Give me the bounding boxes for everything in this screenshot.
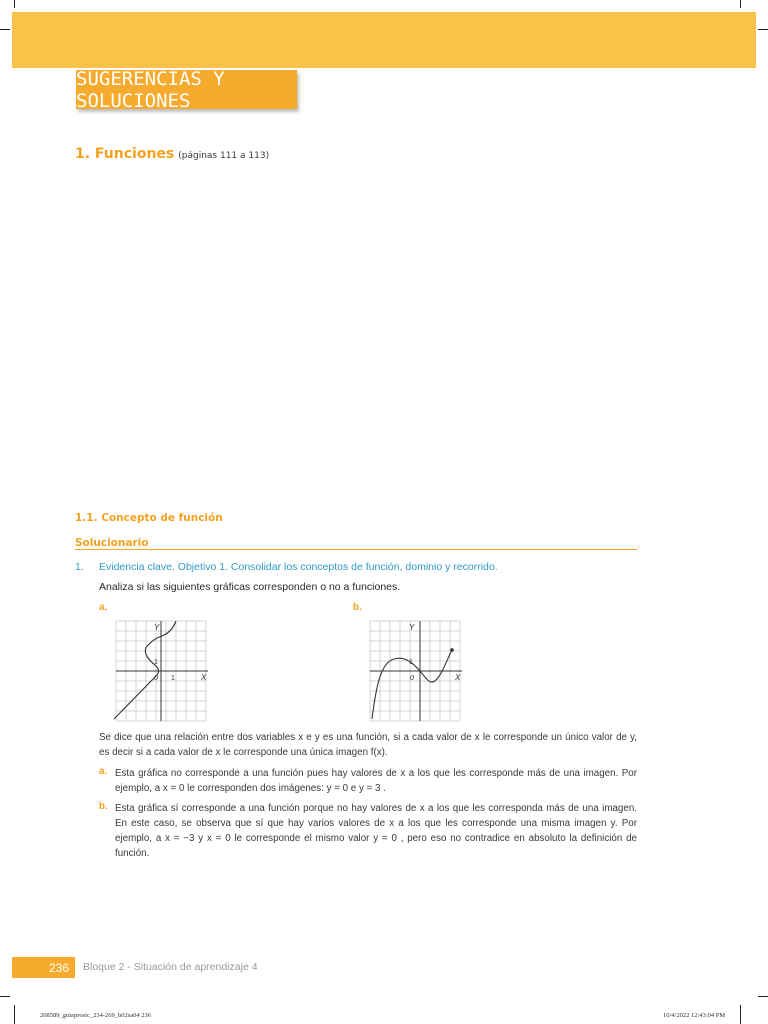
banner-title: SUGERENCIAS Y SOLUCIONES <box>76 67 225 112</box>
crop-mark <box>0 996 10 997</box>
item-a-text: Esta gráfica no corresponde a una función pues hay valores de x a los que les corresponde más de una imagen. Por ejemplo, a x = 0 le corresponden dos imágenes: y = 0 e y = 3 . <box>115 768 637 794</box>
subsection-title: 1.1. Concepto de función <box>75 512 223 524</box>
graph-b <box>366 618 466 722</box>
graph-a-origin-label: 0 <box>154 675 158 682</box>
graph-a-y-label: Y <box>154 623 160 632</box>
exercise-number: 1. <box>75 561 84 573</box>
graph-b-label: b. <box>353 602 362 613</box>
print-slug-right: 10/4/2022 12:43:04 PM <box>663 1012 726 1019</box>
graph-a-y-tick: 1 <box>154 659 158 666</box>
item-a-letter: a. <box>99 766 108 777</box>
crop-mark <box>758 29 768 30</box>
crop-mark <box>14 0 15 8</box>
heading-rule <box>75 549 637 550</box>
title-banner <box>76 67 297 112</box>
section-title <box>75 146 269 162</box>
item-b-text: Esta gráfica sí corresponde a una función porque no hay valores de x a los que les corresponda más de una imagen. En este caso, se observa que sí que hay varios valores de x a los que les corresponde una misma imagen y. Por ejemplo, a x = −3 y x = 0 le corresponde el mismo valor y = 0 , pero eso no contradice en absoluto la definición de función. <box>115 803 637 859</box>
section-title-text: 1. Funciones <box>75 146 175 162</box>
crop-mark <box>758 996 768 997</box>
graph-b-origin-label: 0 <box>410 675 414 682</box>
graph-a-x-label: X <box>201 673 207 682</box>
exercise-statement: Analiza si las siguientes gráficas corresponden o no a funciones. <box>99 581 401 593</box>
section-pages: (páginas 111 a 113) <box>178 151 270 161</box>
solucionario-heading: Solucionario <box>75 537 149 549</box>
page-number: 236 <box>12 957 75 978</box>
graph-a-label: a. <box>99 602 108 613</box>
graph-b-x-label: X <box>455 673 461 682</box>
graph-b-y-label: Y <box>409 623 415 632</box>
header-band <box>12 12 756 68</box>
graph-a <box>112 618 212 722</box>
crop-mark <box>0 29 10 30</box>
graph-b-endpoint <box>450 648 454 652</box>
graph-a-curve <box>114 621 176 719</box>
crop-mark <box>740 0 741 8</box>
exercise-evidence: Evidencia clave. Objetivo 1. Consolidar los conceptos de función, dominio y recorrido. <box>99 561 498 573</box>
explanation-intro: Se dice que una relación entre dos variables x e y es una función, si a cada valor de x le corresponde un único valor de y, es decir si a cada valor de x le corresponde una única imagen f(x). <box>99 732 637 758</box>
crop-mark <box>740 1005 741 1024</box>
print-slug-left: 208589_guiaprosic_234-269_b02sa04 236 <box>40 1012 152 1019</box>
footer-text: Bloque 2 - Situación de aprendizaje 4 <box>83 961 258 973</box>
graph-a-x-tick: 1 <box>171 675 175 682</box>
graph-b-y-tick: 1 <box>409 659 413 666</box>
item-b-letter: b. <box>99 801 108 812</box>
crop-mark <box>14 1005 15 1024</box>
